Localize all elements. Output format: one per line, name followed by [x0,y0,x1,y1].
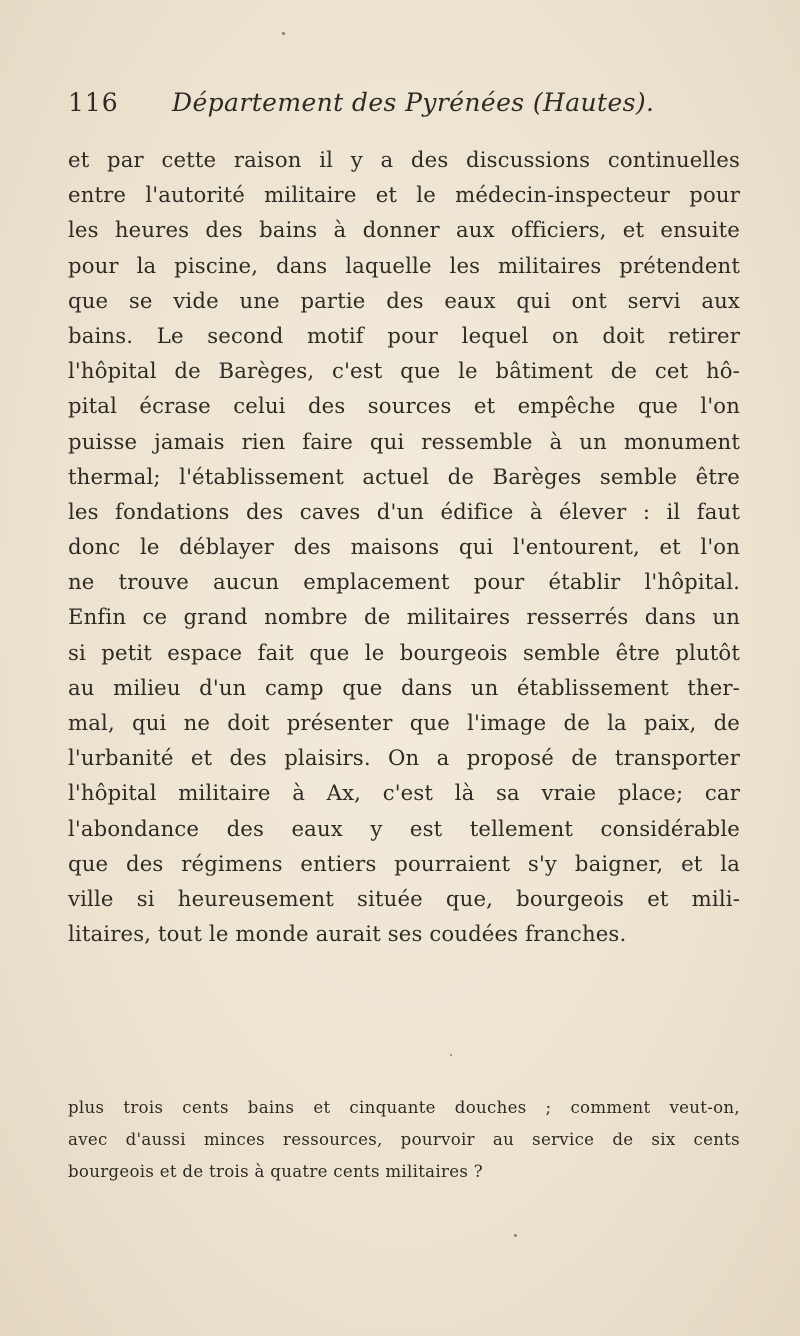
footnote [68,1092,740,1188]
text-line: mal, qui ne doit présenter que l'image de la paix, de [68,710,740,735]
text-line: thermal; l'établissement actuel de Barèges semble être [68,463,740,489]
text-line: si petit espace fait que le bourgeois semble être plutôt [68,639,740,665]
text-line: les fondations des caves d'un édifice à élever : il faut [68,498,740,524]
text-line: pour la piscine, dans laquelle les militaires prétendent [68,252,740,278]
page-header [68,88,738,128]
text-line: l'hôpital de Barèges, c'est que le bâtiment de cet hô- [68,358,740,384]
text-line: et par cette raison il y a des discussions continuelles [68,147,740,172]
text-line: ville si heureusement située que, bourgeois et mili- [68,885,740,911]
text-line: entre l'autorité militaire et le médecin-inspecteur pour [68,182,740,208]
text-line: l'urbanité et des plaisirs. On a proposé de transporter [68,745,740,771]
body-text [68,142,740,951]
footnote-line: plus trois cents bains et cinquante douches ; comment veut-on, [68,1098,740,1117]
text-line: donc le déblayer des maisons qui l'entourent, et l'on [68,534,740,560]
text-line: bains. Le second motif pour lequel on doit retirer [68,322,740,348]
text-line: les heures des bains à donner aux officiers, et ensuite [68,217,740,243]
page-number: 116 [68,88,119,117]
text-line: puisse jamais rien faire qui ressemble à un monument [68,428,740,454]
footnote-line: bourgeois et de trois à quatre cents militaires ? [68,1162,483,1181]
text-line: litaires, tout le monde aurait ses coudées franches. [68,921,627,947]
text-line: ne trouve aucun emplacement pour établir l'hôpital. [68,569,740,595]
text-line: l'abondance des eaux y est tellement considérable [68,815,740,841]
paper-speck [282,32,285,35]
text-line: Enfin ce grand nombre de militaires resserrés dans un [68,604,740,630]
text-line: pital écrase celui des sources et empêche que l'on [68,393,740,419]
footnote-line: avec d'aussi minces ressources, pourvoir au service de six cents [68,1130,740,1149]
paper-speck [514,1234,517,1237]
text-line: l'hôpital militaire à Ax, c'est là sa vraie place; car [68,780,740,806]
text-line: que se vide une partie des eaux qui ont servi aux [68,287,740,313]
text-line: que des régimens entiers pourraient s'y baigner, et la [68,850,740,876]
running-title: Département des Pyrénées (Hautes). [172,88,655,117]
text-line: au milieu d'un camp que dans un établissement ther- [68,674,740,700]
paper-speck [450,1054,452,1056]
